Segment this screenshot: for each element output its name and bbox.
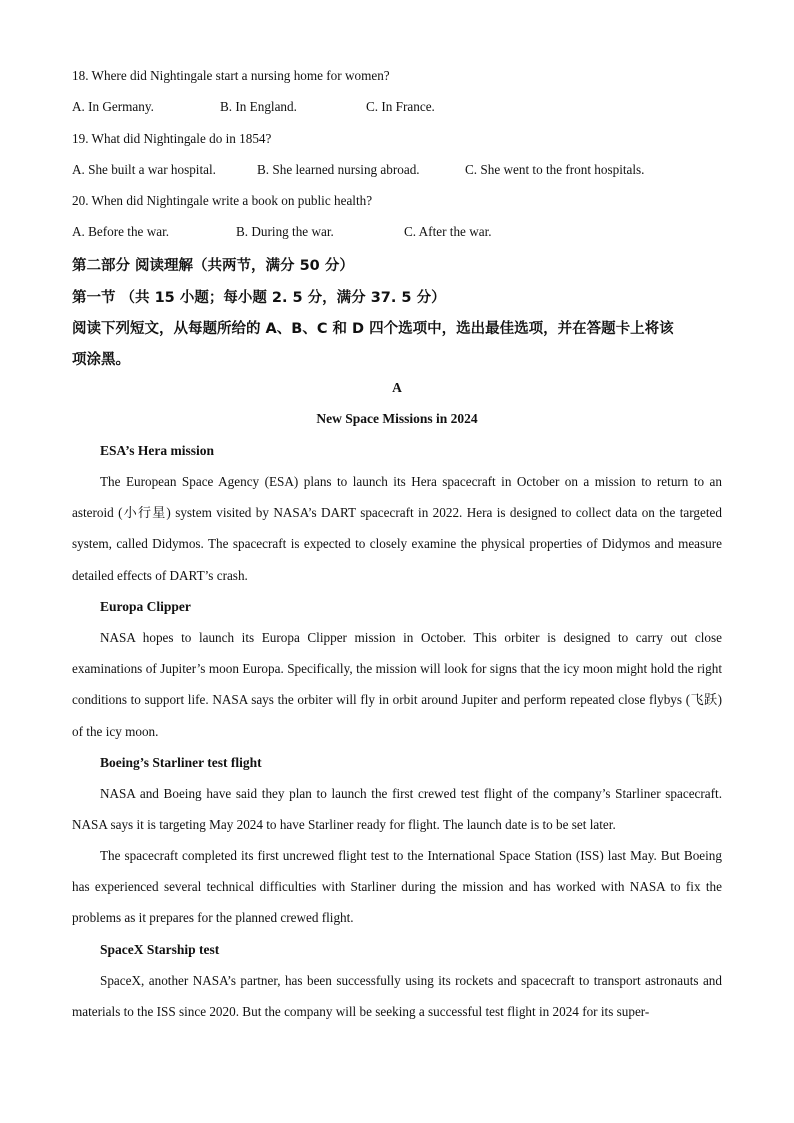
question-20-stem: 20. When did Nightingale write a book on public health? [72,193,373,208]
q19-option-a[interactable]: A. She built a war hospital. [72,162,216,177]
q18-option-c[interactable]: C. In France. [366,99,435,114]
q20-option-b[interactable]: B. During the war. [236,224,334,239]
instruction-line-2: 项涂黑。 [72,352,130,368]
heading-hera: ESA’s Hera mission [100,443,215,458]
q18-option-a[interactable]: A. In Germany. [72,99,154,114]
q19-option-c[interactable]: C. She went to the front hospitals. [465,162,645,177]
paragraph-starship: SpaceX, another NASA’s partner, has been successfully using its rockets and spacecraft to transport astronauts and materials to the ISS since 2020. But the company will be seeking a successful test flight in 2024 for its super- [72,973,722,1020]
heading-europa: Europa Clipper [100,599,191,614]
instruction-line-1: 阅读下列短文，从每题所给的 A、B、C 和 D 四个选项中，选出最佳选项，并在答题卡上将该 [72,321,674,337]
passage-title: New Space Missions in 2024 [316,411,478,426]
paragraph-hera: The European Space Agency (ESA) plans to launch its Hera spacecraft in October on a mission to return to an asteroid (小行星) system visited by NASA’s DART spacecraft in 2022. Hera is designed to collect data on the targeted system, called Didymos. The spacecraft is expected to closely examine the physical properties of Didymos and measure detailed effects of DART’s crash. [72,474,722,583]
paragraph-starliner-2: The spacecraft completed its first uncrewed flight test to the International Space Station (ISS) last May. But Boeing has experienced several technical difficulties with Starliner during the mission and has worked with NASA to fix the problems as it prepares for the planned crewed flight. [72,848,722,926]
q20-option-c[interactable]: C. After the war. [404,224,492,239]
q20-option-a[interactable]: A. Before the war. [72,224,170,239]
q19-option-b[interactable]: B. She learned nursing abroad. [257,162,420,177]
heading-starship: SpaceX Starship test [100,942,220,957]
paragraph-europa: NASA hopes to launch its Europa Clipper mission in October. This orbiter is designed to carry out close examinations of Jupiter’s moon Europa. Specifically, the mission will look for signs that the icy moon might hold the right conditions to support life. NASA says the orbiter will fly in orbit around Jupiter and perform repeated close flybys (飞跃) of the icy moon. [72,630,722,739]
passage-label: A [392,380,402,395]
part-title: 第二部分 阅读理解（共两节，满分 50 分） [72,258,354,274]
question-19-stem: 19. What did Nightingale do in 1854? [72,131,272,146]
heading-starliner: Boeing’s Starliner test flight [100,755,262,770]
q18-option-b[interactable]: B. In England. [220,99,297,114]
paragraph-starliner-1: NASA and Boeing have said they plan to launch the first crewed test flight of the company’s Starliner spacecraft. NASA says it is targeting May 2024 to have Starliner ready for flight. The launch date is to be set later. [72,786,722,833]
sub-title: 第一节 （共 15 小题；每小题 2. 5 分，满分 37. 5 分） [72,290,446,306]
question-18-stem: 18. Where did Nightingale start a nursing home for women? [72,68,390,83]
